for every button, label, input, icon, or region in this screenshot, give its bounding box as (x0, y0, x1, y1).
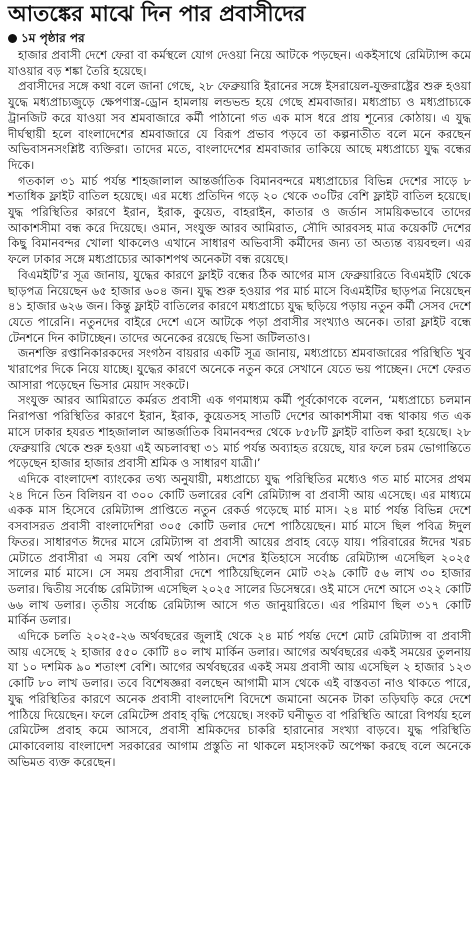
body-paragraph: এদিকে চলতি ২০২৫-২৬ অর্থবছরের জুলাই থেকে ২৪ মার্চ পর্যন্ত দেশে মোট রেমিট্যান্স বা প্রবাসী আয় এসেছে ২ হাজার ৫৫০ কোটি ৪০ লাখ মার্কিন ডলার। আগের অর্থবছরের একই সময়ের তুলনায় যা ১০ দশমিক ৯০ শতাংশ বেশি। আগের অর্থবছরের একই সময় প্রবাসী আয় এসেছিল ২ হাজার ১২৩ কোটি ৮০ লাখ ডলার। তবে বিশেষজ্ঞরা বলছেন আগামী মাস থেকে এই বাস্তবতা নাও থাকতে পারে, যুদ্ধ পরিস্থিতির কারণে অনেক প্রবাসী বাংলাদেশি বিদেশে জমানো অনেক টাকা তড়িঘড়ি করে দেশে পাঠিয়ে দিয়েছেন। ফলে রেমিটেন্স প্রবাহ বৃদ্ধি পেয়েছে। সংকট ঘনীভূত বা পরিস্থিতি আরো বিপর্যয় হলে রেমিটেন্স প্রবাহ কমে আসবে, প্রবাসী শ্রমিকদের চাকরি হারানোর সংখ্যা বাড়বে। যুদ্ধ পরিস্থিতি মোকাবেলায় বাংলাদেশ সরকারের আগাম প্রস্তুতি না থাকলে মহাসংকট অপেক্ষা করছে বলে অনেকে অভিমত ব্যক্ত করেছেন। (8, 629, 471, 769)
body-paragraph: এদিকে বাংলাদেশ ব্যাংকের তথ্য অনুযায়ী, মধ্যপ্রাচ্যে যুদ্ধ পরিস্থিতির মধ্যেও গত মার্চ মাসের প্রথম ২৪ দিনে তিন বিলিয়ন বা ৩০০ কোটি ডলারের বেশি রেমিট্যান্স বা প্রবাসী আয় এসেছে। এর মাধ্যমে একক মাস হিসেবে রেমিট্যান্স প্রাপ্তিতে নতুন রেকর্ড গড়েছে মার্চ মাস। ২৪ মার্চ পর্যন্ত বিভিন্ন দেশে বসবাসরত প্রবাসী বাংলাদেশিরা ৩০৫ কোটি ডলার দেশে পাঠিয়েছেন। মার্চ মাসে ছিল পবিত্র ঈদুল ফিতর। সাধারণত ঈদের মাসে রেমিট্যান্স বা প্রবাসী আয়ের প্রবাহ বেড়ে যায়। পরিবারের ঈদের খরচ মেটাতে প্রবাসীরা এ সময় বেশি অর্থ পাঠান। দেশের ইতিহাসে সর্বোচ্চ রেমিট্যান্স এসেছিল ২০২৫ সালের মার্চ মাসে। সে সময় প্রবাসীরা দেশে পাঠিয়েছিলেন মোট ৩২৯ কোটি ৫৬ লাখ ৩০ হাজার ডলার। দ্বিতীয় সর্বোচ্চ রেমিট্যান্স এসেছিল ২০২৫ সালের ডিসেম্বরে। ওই মাসে দেশে আসে ৩২২ কোটি ৬৬ লাখ ডলার। তৃতীয় সর্বোচ্চ রেমিট্যান্স আসে গত জানুয়ারিতে। এর পরিমাণ ছিল ৩১৭ কোটি মার্কিন ডলার। (8, 471, 471, 628)
body-paragraph: বিএমইটি’র সূত্র জানায়, যুদ্ধের কারণে ফ্লাইট বন্ধের ঠিক আগের মাস ফেব্রুয়ারিতে বিএমইটি থেকে ছাড়পত্র নিয়েছেন ৬৫ হাজার ৬০৪ জন। যুদ্ধ শুরু হওয়ার পর মার্চ মাসে বিএমইটির ছাড়পত্র নিয়েছেন ৪১ হাজার ৬২৬ জন। কিন্তু ফ্লাইট বাতিলের কারণে মধ্যপ্রাচ্যে যুদ্ধ ছড়িয়ে পড়ায় নতুন কর্মী সেসব দেশে যেতে পারেনি। নতুনদের বাইরে দেশে এসে আটকে পড়া প্রবাসীর সংখ্যাও অনেক। তারা ফ্লাইট বন্ধে টেনশনে দিন কাটাচ্ছেন। তাদের অনেকের রয়েছে ভিসা জটিলতাও। (8, 267, 471, 345)
body-paragraph: গতকাল ৩১ মার্চ পর্যন্ত শাহজালাল আন্তর্জাতিক বিমানবন্দরে মধ্যপ্রাচ্যের বিভিন্ন দেশের সাড়ে ৮ শতাধিক ফ্লাইট বাতিল হয়েছে। এর মধ্যে প্রতিদিন গড়ে ২০ থেকে ৩০টির বেশি ফ্লাইট বাতিল হয়েছে। যুদ্ধ পরিস্থিতির কারণে ইরান, ইরাক, কুয়েত, বাহরাইন, কাতার ও জর্ডান সাময়িকভাবে তাদের আকাশসীমা বন্ধ করে দিয়েছে। ওমান, সংযুক্ত আরব আমিরাত, সৌদি আরবসহ মাত্র কয়েকটি দেশের কিছু বিমানবন্দর খোলা থাকলেও এখানে সাধারণ অভিবাসী কর্মীদের জন্য তা অত্যন্ত ব্যয়বহুল। এর ফলে ঢাকার সঙ্গে মধ্যপ্রাচ্যের আকাশপথ অনেকটা বন্ধ রয়েছে। (8, 173, 471, 267)
bullet-dot-icon (8, 34, 17, 43)
body-paragraph: প্রবাসীদের সঙ্গে কথা বলে জানা গেছে, ২৮ ফেব্রুয়ারি ইরানের সঙ্গে ইসরায়েল-যুক্তরাষ্ট্রের শুরু হওয়া যুদ্ধে মধ্যপ্রাচ্যজুড়ে ক্ষেপণাস্ত্র-ড্রোন হামলায় লন্ডভন্ড হয়ে গেছে শ্রমবাজার। মধ্যপ্রাচ্য ও মধ্যপ্রাচ্যকে ট্রানজিট করে যাওয়া সব শ্রমবাজারে কর্মী পাঠানো গত এক মাস ধরে প্রায় শূন্যের কোঠায়। এ যুদ্ধ দীর্ঘস্থায়ী হলে বাংলাদেশের শ্রমবাজারে যে বিরূপ প্রভাব পড়বে তা কল্পনাতীত বলে মনে করছেন অভিবাসনসংশ্লিষ্ট ব্যক্তিরা। তাদের মতে, বাংলাদেশের শ্রমবাজার তাকিয়ে আছে মধ্যপ্রাচ্যে যুদ্ধ বন্ধের দিকে। (8, 79, 471, 172)
continued-from-label: ১ম পৃষ্ঠার পর (21, 31, 85, 45)
continued-marker (8, 30, 471, 46)
headline: আতঙ্কের মাঝে দিন পার প্রবাসীদের (8, 2, 306, 27)
body-paragraph: জনশক্তি রপ্তানিকারকদের সংগঠন বায়রার একটি সূত্র জানায়, মধ্যপ্রাচ্যে শ্রমবাজারের পরিস্থিতি খুব খারাপের দিকে নিয়ে যাচ্ছে। যুদ্ধের কারণে অনেকে নতুন করে সেখানে যেতে ভয় পাচ্ছেন। দেশে ফেরত আসারা পড়েছেন ভিসার মেয়াদ সংকটে। (8, 346, 471, 392)
body-paragraph: হাজার প্রবাসী দেশে ফেরা বা কর্মস্থলে যোগ দেওয়া নিয়ে আটকে পড়ছেন। একইসাথে রেমিট্যান্স কমে যাওয়ার বড় শঙ্কা তৈরি হয়েছে। (8, 48, 471, 78)
body-paragraph: সংযুক্ত আরব আমিরাতে কর্মরত প্রবাসী এক গণমাধ্যম কর্মী পূর্বকোণকে বলেন, ‘মধ্যপ্রাচ্যে চলমান নিরাপত্তা পরিস্থিতির কারণে ইরান, ইরাক, কুয়েতসহ সাতটি দেশের আকাশসীমা বন্ধ থাকায় গত এক মাসে ঢাকার হযরত শাহজালাল আন্তর্জাতিক বিমানবন্দর থেকে ৮৫৮টি ফ্লাইট বাতিল করা হয়েছে। ২৮ ফেব্রুয়ারি থেকে শুরু হওয়া এই অচলাবস্থা ৩১ মার্চ পর্যন্ত অব্যাহত রয়েছে, যার ফলে চরম ভোগান্তিতে পড়েছেন হাজার হাজার প্রবাসী শ্রমিক ও সাধারণ যাত্রী।’ (8, 393, 471, 471)
